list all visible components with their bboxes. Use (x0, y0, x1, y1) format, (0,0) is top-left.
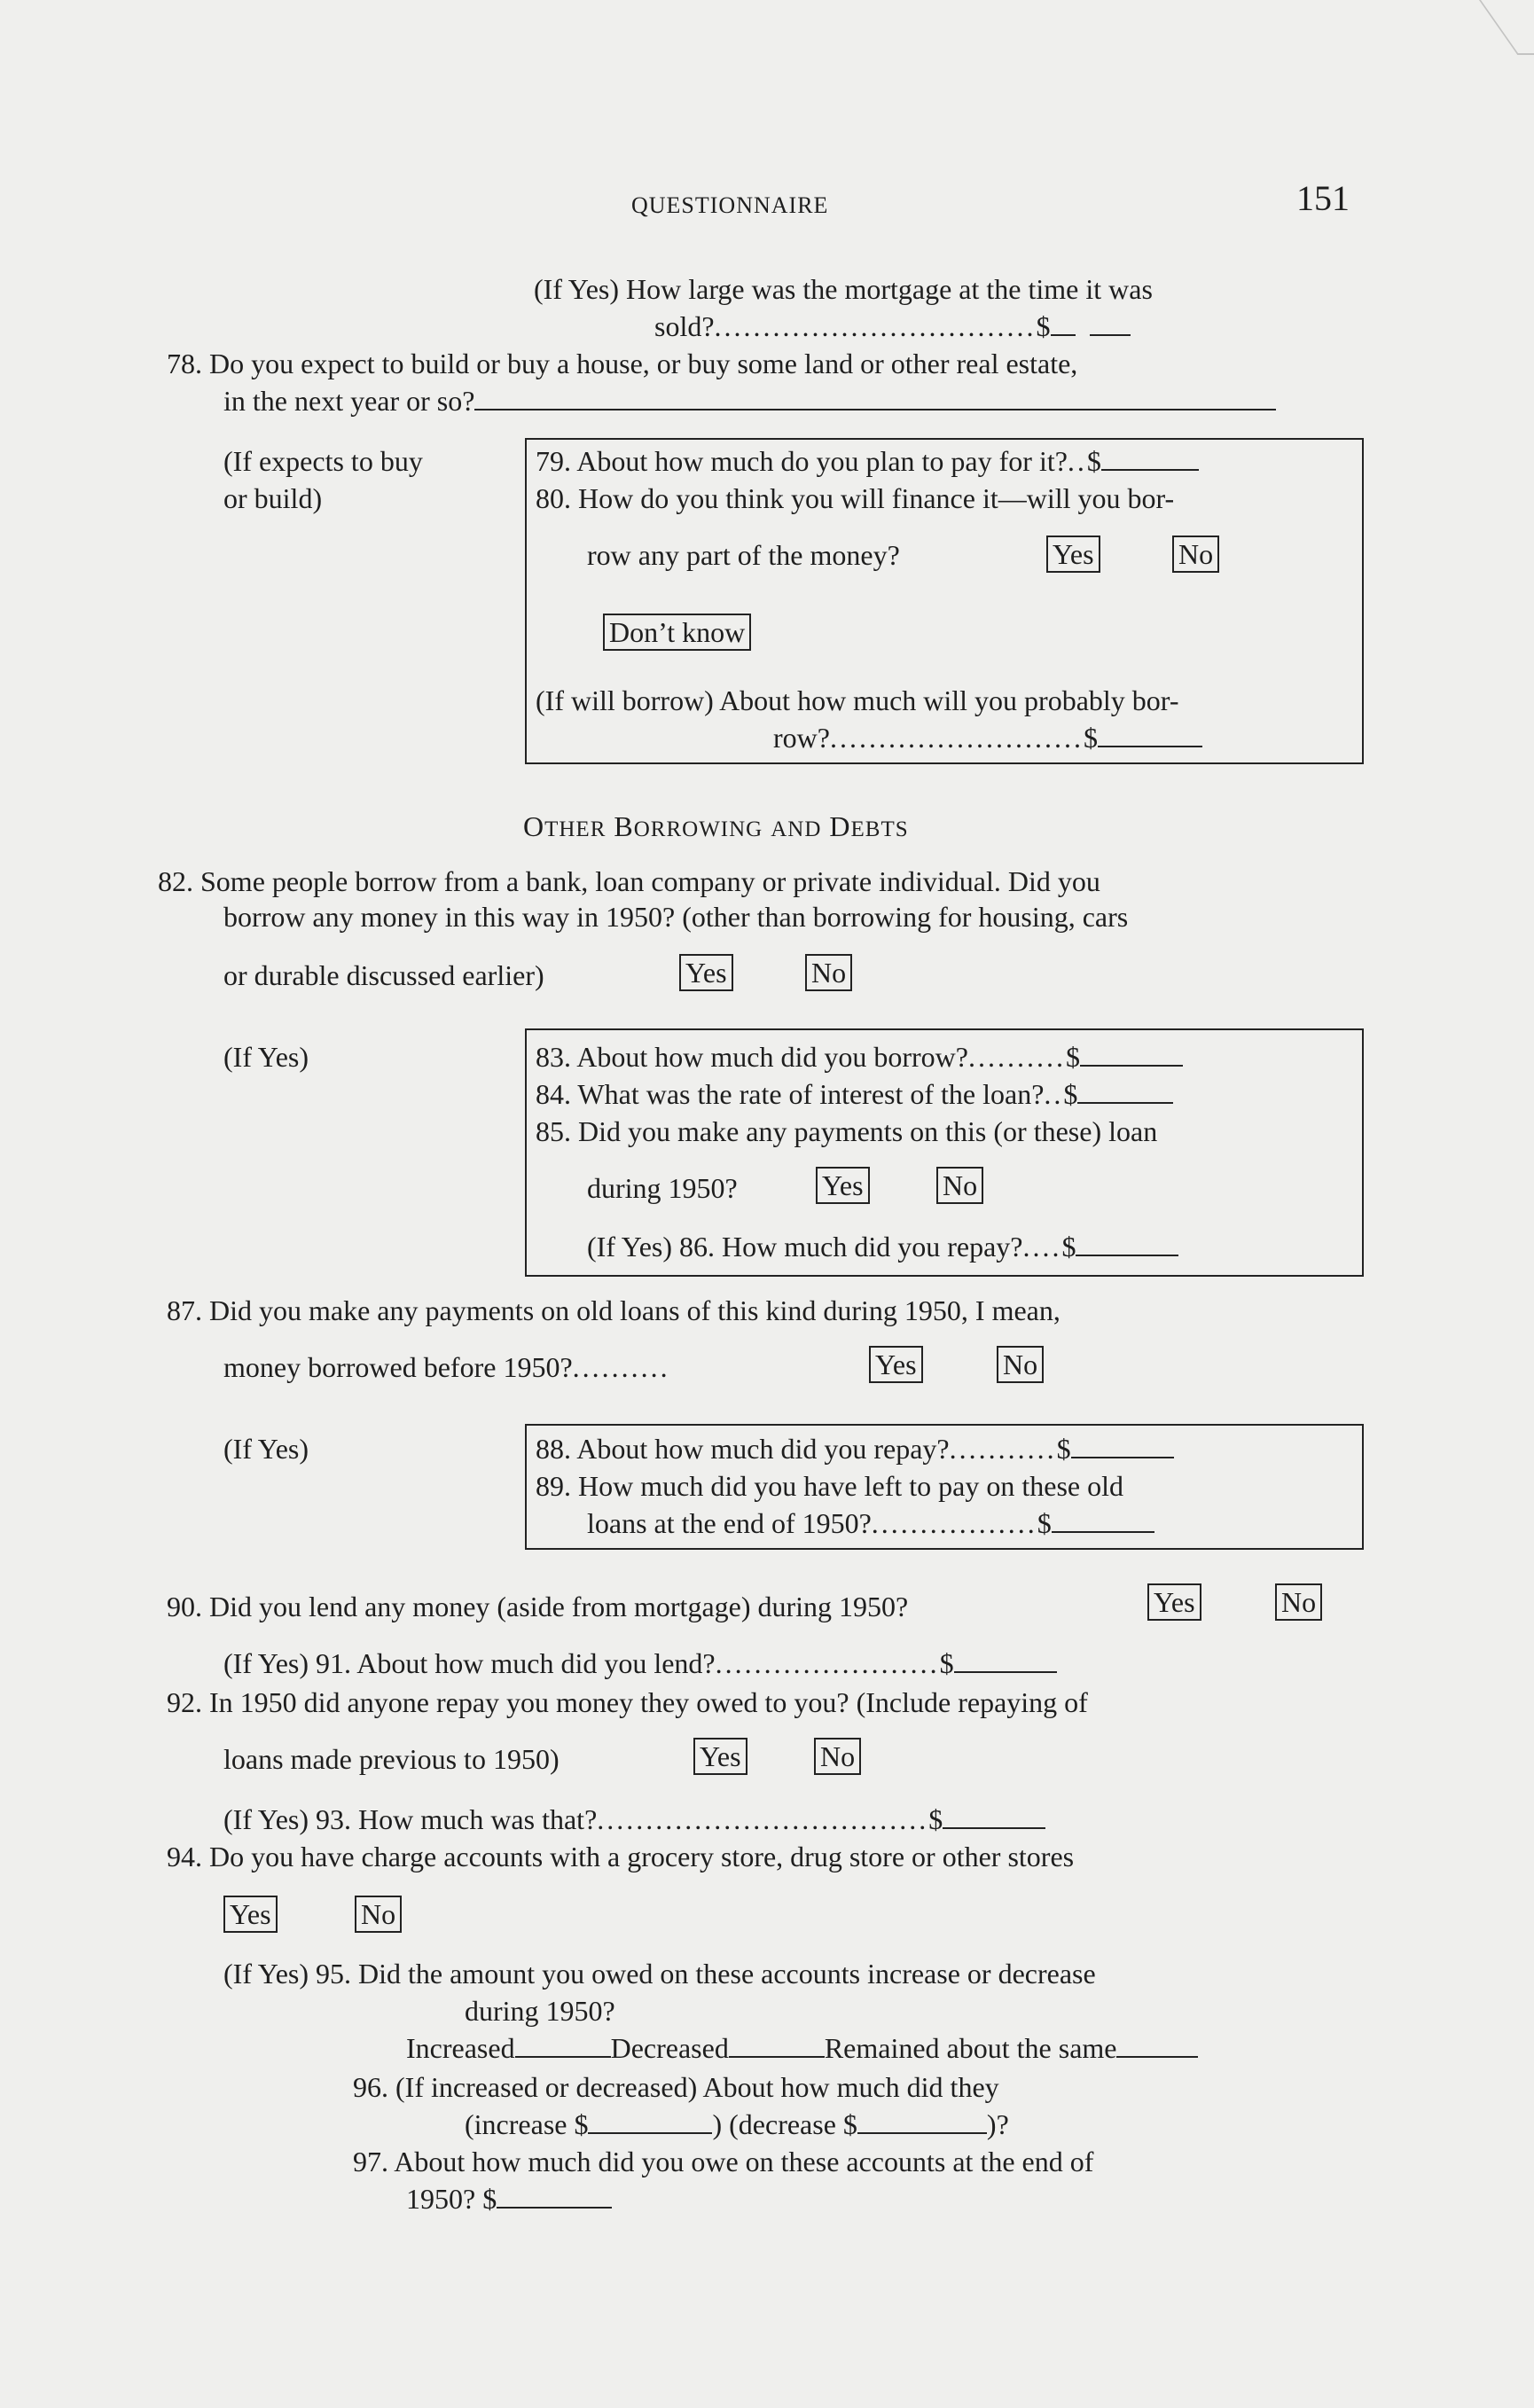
q77-followup-line1: (If Yes) How large was the mortgage at the time it was (534, 273, 1153, 305)
q85-yes-checkbox[interactable]: Yes (816, 1167, 870, 1204)
q90-yes-checkbox[interactable]: Yes (1147, 1583, 1201, 1621)
q94-line1: 94. Do you have charge accounts with a grocery store, drug store or other stores (167, 1841, 1075, 1872)
q85-line1: 85. Did you make any payments on this (or these) loan (536, 1115, 1158, 1147)
q78-line2: in the next year or so? (223, 383, 1276, 418)
q97-line2: 1950? $ (406, 2181, 612, 2216)
q80-line2: row any part of the money? (587, 539, 900, 571)
q83: 83. About how much did you borrow?..........$ (536, 1039, 1183, 1075)
q96-line1: 96. (If increased or decreased) About how much did they (353, 2071, 999, 2103)
q92-line1: 92. In 1950 did anyone repay you money they owed to you? (Include repaying of (167, 1686, 1088, 1718)
q94-yes-checkbox[interactable]: Yes (223, 1896, 278, 1933)
section-title: OTHER BORROWING AND DEBTS (523, 810, 909, 842)
q82-yes-checkbox[interactable]: Yes (679, 954, 733, 991)
q92-yes-checkbox[interactable]: Yes (693, 1738, 747, 1775)
q87-yes-checkbox[interactable]: Yes (869, 1346, 923, 1383)
q84: 84. What was the rate of interest of the loan?..$ (536, 1076, 1173, 1112)
q87-no-checkbox[interactable]: No (997, 1346, 1044, 1383)
q95-options: Increased Decreased Remained about the same (406, 2030, 1198, 2066)
q79: 79. About how much do you plan to pay for it?..$ (536, 443, 1199, 479)
q82-line1: 82. Some people borrow from a bank, loan company or private individual. Did you (158, 865, 1100, 897)
q88: 88. About how much did you repay?...........$ (536, 1431, 1174, 1466)
q80-yes-checkbox[interactable]: Yes (1046, 536, 1100, 573)
q80-sub-line1: (If will borrow) About how much will you probably bor- (536, 684, 1179, 716)
q96-line2: (increase $ ) (decrease $ )? (465, 2108, 1009, 2140)
q94-no-checkbox[interactable]: No (355, 1896, 402, 1933)
running-head: QUESTIONNAIRE (631, 192, 829, 218)
q93: (If Yes) 93. How much was that?..................................$ (223, 1802, 1045, 1837)
cond-build-line2: or build) (223, 482, 323, 514)
q89-line2: loans at the end of 1950?.................$ (587, 1505, 1154, 1541)
q80-dont-know-checkbox[interactable]: Don’t know (603, 614, 751, 651)
q89-line1: 89. How much did you have left to pay on these old (536, 1470, 1123, 1502)
q80-no-checkbox[interactable]: No (1172, 536, 1219, 573)
q90: 90. Did you lend any money (aside from mortgage) during 1950? (167, 1591, 909, 1622)
q78-line1: 78. Do you expect to build or buy a house, or buy some land or other real estate, (167, 348, 1078, 379)
cond-if-yes-repay: (If Yes) (223, 1433, 309, 1465)
q80-line1: 80. How do you think you will finance it—will you bor- (536, 482, 1175, 514)
q97-line1: 97. About how much did you owe on these accounts at the end of (353, 2146, 1094, 2177)
q77-followup-line2: sold?.................................$ (654, 309, 1131, 344)
folded-corner (1479, 0, 1534, 55)
q90-no-checkbox[interactable]: No (1275, 1583, 1322, 1621)
q92-no-checkbox[interactable]: No (814, 1738, 861, 1775)
q85-no-checkbox[interactable]: No (936, 1167, 983, 1204)
q91: (If Yes) 91. About how much did you lend?.......................$ (223, 1646, 1057, 1681)
q92-line2: loans made previous to 1950) (223, 1743, 560, 1775)
page-number: 151 (1296, 178, 1350, 218)
q82-line3: or durable discussed earlier) (223, 959, 544, 991)
q80-sub-line2: row?..........................$ (773, 720, 1202, 755)
q82-no-checkbox[interactable]: No (805, 954, 852, 991)
q95-line2: during 1950? (465, 1995, 615, 2027)
q87-line2: money borrowed before 1950?.......... (223, 1351, 670, 1383)
cond-if-yes-loan: (If Yes) (223, 1041, 309, 1073)
q82-line2: borrow any money in this way in 1950? (other than borrowing for housing, cars (223, 901, 1129, 933)
q87-line1: 87. Did you make any payments on old loans of this kind during 1950, I mean, (167, 1294, 1060, 1326)
q95-line1: (If Yes) 95. Did the amount you owed on these accounts increase or decrease (223, 1958, 1096, 1990)
q86: (If Yes) 86. How much did you repay?....$ (587, 1229, 1178, 1264)
q85-line2: during 1950? (587, 1172, 738, 1204)
cond-build-line1: (If expects to buy (223, 445, 423, 477)
